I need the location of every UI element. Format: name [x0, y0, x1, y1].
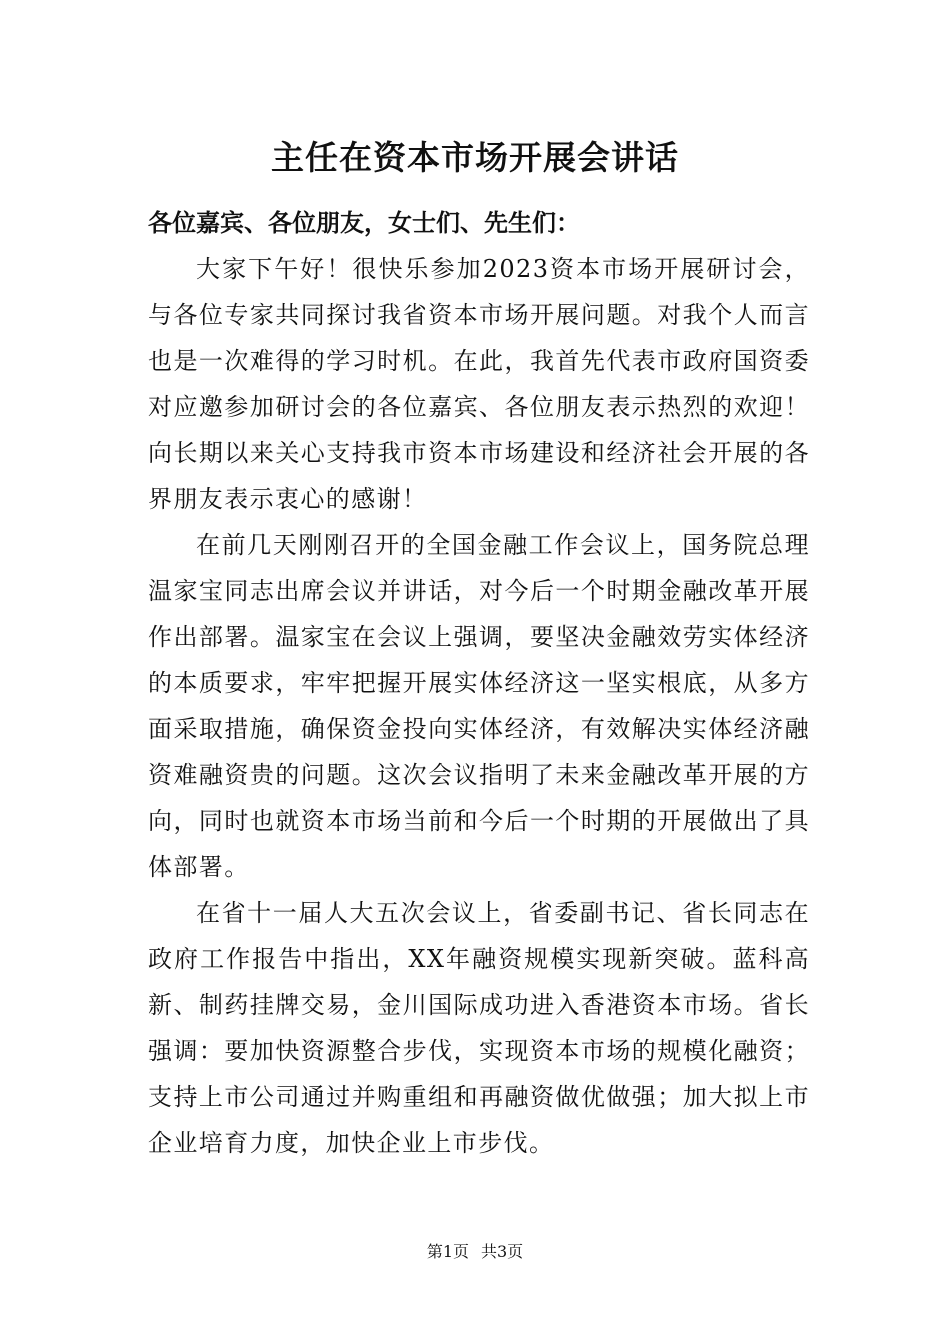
page-number: 第1页 — [426, 1242, 469, 1261]
page-total: 共3页 — [481, 1242, 524, 1261]
paragraph-1: 大家下午好！很快乐参加2023资本市场开展研讨会，与各位专家共同探讨我省资本市场开展问题。对我个人而言也是一次难得的学习时机。在此，我首先代表市政府国资委对应邀参加研讨会的各位嘉宾、各位朋友表示热烈的欢迎！向长期以来关心支持我市资本市场建设和经济社会开展的各界朋友表示衷心的感谢！ — [148, 255, 810, 513]
document-body — [148, 246, 810, 1166]
salutation: 各位嘉宾、各位朋友，女士们、先生们： — [148, 208, 580, 237]
page-footer — [0, 1240, 950, 1264]
paragraph-3: 在省十一届人大五次会议上，省委副书记、省长同志在政府工作报告中指出，XX年融资规模实现新突破。蓝科高新、制药挂牌交易，金川国际成功进入香港资本市场。省长强调：要加快资源整合步伐，实现资本市场的规模化融资；支持上市公司通过并购重组和再融资做优做强；加大拟上市企业培育力度，加快企业上市步伐。 — [148, 899, 810, 1157]
document-title: 主任在资本市场开展会讲话 — [271, 138, 679, 177]
paragraph-2: 在前几天刚刚召开的全国金融工作会议上，国务院总理温家宝同志出席会议并讲话，对今后一个时期金融改革开展作出部署。温家宝在会议上强调，要坚决金融效劳实体经济的本质要求，牢牢把握开展实体经济这一坚实根底，从多方面采取措施，确保资金投向实体经济，有效解决实体经济融资难融资贵的问题。这次会议指明了未来金融改革开展的方向，同时也就资本市场当前和今后一个时期的开展做出了具体部署。 — [148, 531, 810, 881]
